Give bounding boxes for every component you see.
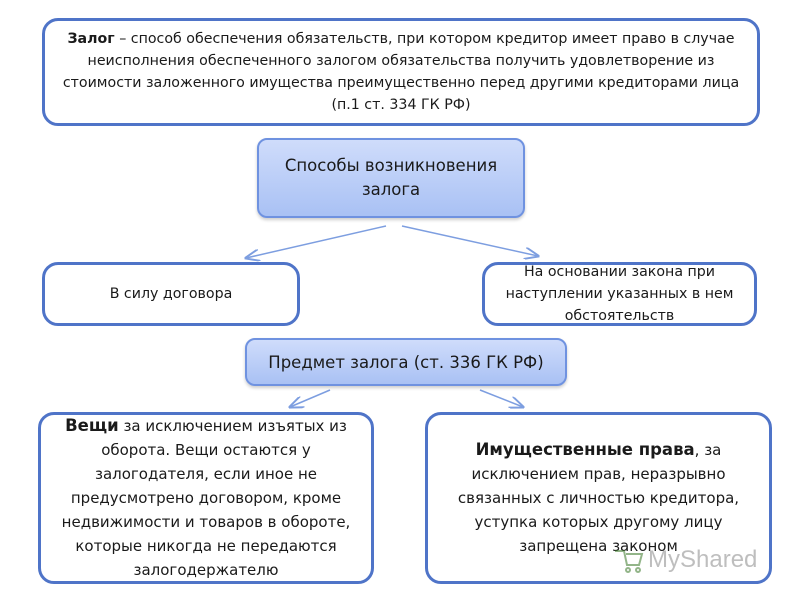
things-body: за исключением изъятых из оборота. Вещи остаются у залогодателя, если иное не предусмотрено договором, кроме недвижимости и товаров в обороте, которые никогда не передаются залогодержателю [61, 417, 351, 579]
things-box [38, 412, 374, 584]
methods-title: Способы возникновения залога [284, 156, 498, 199]
pledge-definition-text [55, 28, 747, 116]
by-contract-box [42, 262, 300, 326]
arrow-to-law [402, 226, 538, 256]
svg-text:MyShared: MyShared [648, 546, 758, 573]
methods-title-box [257, 138, 525, 218]
rights-term: Имущественные права [475, 440, 695, 459]
things-term: Вещи [65, 416, 119, 435]
by-law-text: На основании закона при наступлении указанных в нем обстоятельств [505, 264, 734, 324]
rights-text [448, 438, 749, 558]
watermark-logo [612, 541, 782, 575]
pledge-term: Залог [67, 31, 115, 47]
pledge-definition-body: – способ обеспечения обязательств, при котором кредитор имеет право в случае неисполнения обеспеченного залогом обязательства получить удовлетворение из стоимости заложенного имущества преимущественно перед другими кредиторами лица (п.1 ст. 334 ГК РФ) [62, 31, 740, 113]
by-contract-text: В силу договора [109, 286, 233, 302]
by-law-box [482, 262, 757, 326]
arrow-to-rights [480, 390, 523, 407]
arrow-to-contract [246, 226, 386, 258]
pledge-definition-box [42, 18, 760, 126]
rights-body: , за исключением прав, неразрывно связанных с личностью кредитора, уступка которых другому лицу запрещена законом [457, 441, 740, 555]
subject-title-box [245, 338, 567, 386]
arrow-to-things [290, 390, 330, 407]
subject-title: Предмет залога (ст. 336 ГК РФ) [268, 352, 544, 372]
things-text [51, 414, 361, 582]
